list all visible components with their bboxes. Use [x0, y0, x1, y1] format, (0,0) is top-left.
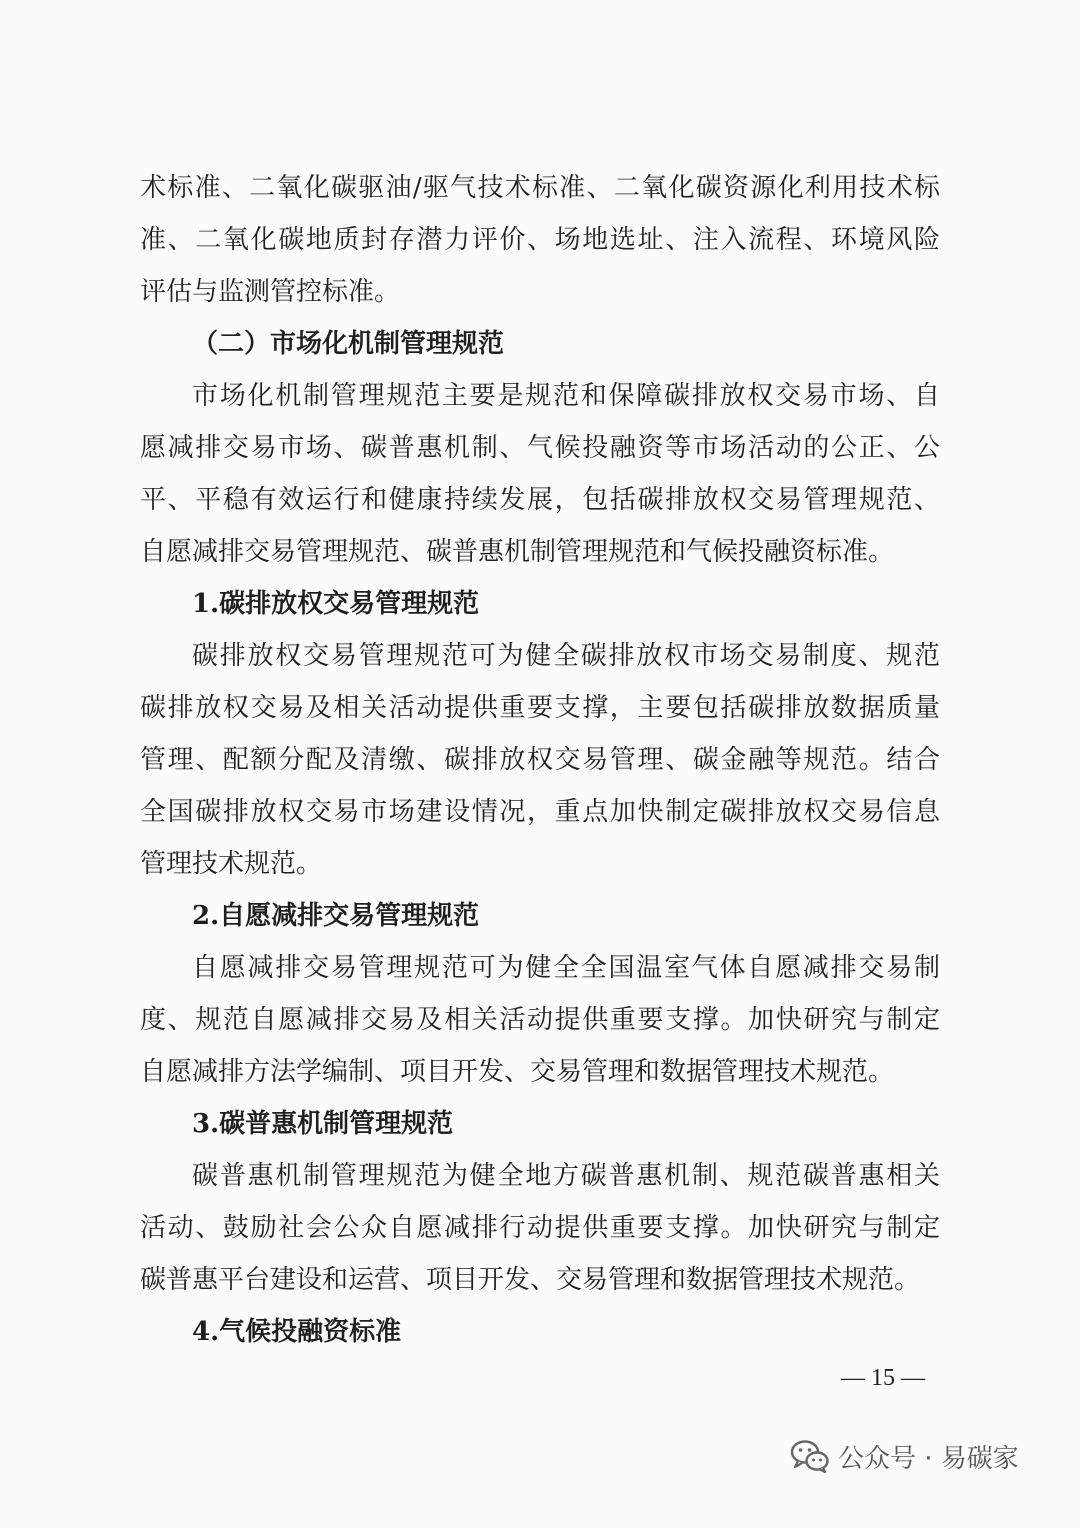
item1-paragraph — [140, 630, 940, 890]
section-heading: （二）市场化机制管理规范 — [192, 329, 505, 359]
section-paragraph — [140, 370, 940, 578]
item3-heading: 3.碳普惠机制管理规范 — [192, 1109, 454, 1139]
paragraph-line: 管理技术规范。 — [140, 849, 323, 879]
paragraph-line: 碳普惠机制管理规范为健全地方碳普惠机制、规范碳普惠相关 — [192, 1161, 940, 1191]
paragraph-line: 评估与监测管控标准。 — [140, 277, 401, 307]
paragraph-line: 碳排放权交易及相关活动提供重要支撑，主要包括碳排放数据质量 — [140, 693, 940, 723]
paragraph-line: 术标准、二氧化碳驱油/驱气技术标准、二氧化碳资源化利用技术标 — [140, 173, 940, 203]
paragraph-line: 管理、配额分配及清缴、碳排放权交易管理、碳金融等规范。结合 — [140, 745, 940, 775]
paragraph-line: 度、规范自愿减排交易及相关活动提供重要支撑。加快研究与制定 — [140, 1005, 940, 1035]
paragraph-line: 平、平稳有效运行和健康持续发展，包括碳排放权交易管理规范、 — [140, 485, 940, 515]
item1-heading: 1.碳排放权交易管理规范 — [192, 589, 480, 619]
page-number: — 15 — — [841, 1365, 925, 1391]
paragraph-line: 碳排放权交易管理规范可为健全碳排放权市场交易制度、规范 — [192, 641, 940, 671]
item4-heading: 4.气候投融资标准 — [192, 1317, 402, 1347]
paragraph-line: 自愿减排交易管理规范可为健全全国温室气体自愿减排交易制 — [192, 953, 940, 983]
paragraph-line: 市场化机制管理规范主要是规范和保障碳排放权交易市场、自 — [192, 381, 940, 411]
watermark-text: 公众号 · 易碳家 — [838, 1443, 1019, 1474]
item2-heading: 2.自愿减排交易管理规范 — [192, 901, 480, 931]
paragraph-line: 活动、鼓励社会公众自愿减排行动提供重要支撑。加快研究与制定 — [140, 1213, 940, 1243]
paragraph-line: 自愿减排方法学编制、项目开发、交易管理和数据管理技术规范。 — [140, 1057, 895, 1087]
paragraph-line: 自愿减排交易管理规范、碳普惠机制管理规范和气候投融资标准。 — [140, 537, 895, 567]
paragraph-line: 准、二氧化碳地质封存潜力评价、场地选址、注入流程、环境风险 — [140, 225, 940, 255]
item2-paragraph — [140, 942, 940, 1098]
item3-paragraph — [140, 1150, 940, 1306]
paragraph-line: 愿减排交易市场、碳普惠机制、气候投融资等市场活动的公正、公 — [140, 433, 940, 463]
intro-paragraph — [140, 162, 940, 318]
watermark — [790, 1434, 1019, 1478]
paragraph-line: 全国碳排放权交易市场建设情况，重点加快制定碳排放权交易信息 — [140, 797, 940, 827]
wechat-icon — [790, 1439, 830, 1473]
paragraph-line: 碳普惠平台建设和运营、项目开发、交易管理和数据管理技术规范。 — [140, 1265, 921, 1295]
